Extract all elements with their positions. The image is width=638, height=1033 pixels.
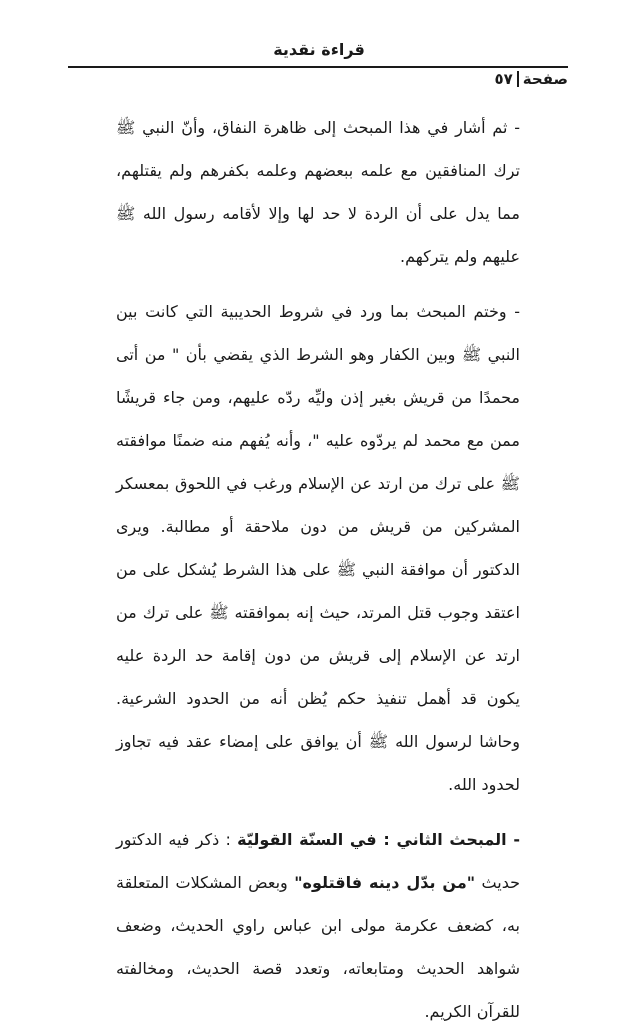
paragraph-hypocrisy: - ثم أشار في هذا المبحث إلى ظاهرة النفاق، وأنّ النبي ﷺ ترك المنافقين مع علمه ببعضهم وعلمه بكفرهم ولم يقتلهم، مما يدل على أن الردة لا حد لها وإلا لأقامه رسول الله ﷺ عليهم ولم يتركهم.	[116, 118, 520, 266]
paragraph-section-two	[116, 818, 520, 1033]
paragraph-hudaybiyyah: - وختم المبحث بما ورد في شروط الحديبية التي كانت بين النبي ﷺ وبين الكفار وهو الشرط الذي يقضي بأن " من أتى محمدًا من قريش بغير إذن وليِّه ردّه عليهم، ومن جاء قريشًا ممن مع محمد لم يردّوه عليه "، وأنه يُفهم منه ضمنًا موافقته ﷺ على ترك من ارتد عن الإسلام ورغب في اللحوق بمعسكر المشركين من قريش من دون ملاحقة أو مطالبة. ويرى الدكتور أن موافقة النبي ﷺ على هذا الشرط يُشكل على من اعتقد وجوب قتل المرتد، حيث إنه بموافقته ﷺ على ترك من ارتد عن الإسلام إلى قريش من دون إقامة حد الردة عليه يكون قد أهمل تنفيذ حكم يُظن أنه من الحدود الشرعية. وحاشا لرسول الله ﷺ أن يوافق على إمضاء عقد فيه تجاوز لحدود الله.	[116, 302, 520, 794]
page-number-label	[494, 70, 568, 88]
page-number: ٥٧	[494, 70, 513, 88]
section-two-rest: وبعض المشكلات المتعلقة به، كضعف عكرمة مولى ابن عباس راوي الحديث، وضعف شواهد الحديث ومتابعاته، وتعدد قصة الحديث، ومخالفته للقرآن الكريم.	[116, 873, 520, 1021]
header-divider	[68, 66, 568, 68]
quoted-hadith: "من بدّل دينه فاقتلوه"	[294, 873, 476, 892]
running-title: قراءة نقدية	[273, 40, 365, 59]
body-text	[116, 106, 520, 1033]
page-label-word: صفحة	[522, 70, 568, 88]
section-two-intro: : ذكر فيه الدكتور حديث	[116, 830, 520, 892]
page-label-separator	[517, 71, 519, 87]
section-two-heading: - المبحث الثاني : في السنّة القوليّة	[237, 830, 521, 849]
